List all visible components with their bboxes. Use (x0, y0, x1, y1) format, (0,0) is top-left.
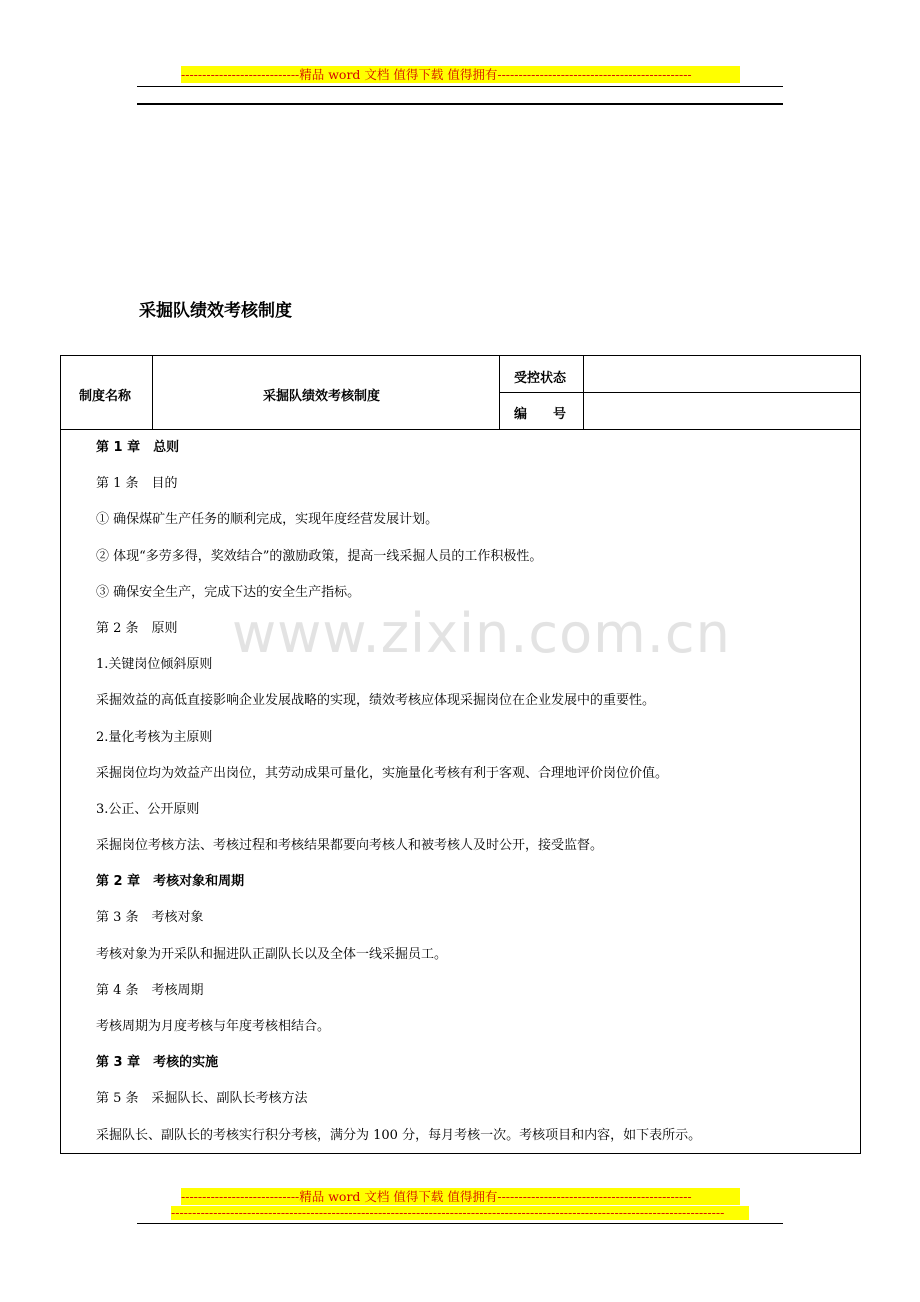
footer-banner: ----------------------------精品 word 文档 值得下载 值得拥有---------------------------------------------- (181, 1188, 740, 1205)
body-line: 2.量化考核为主原则 (96, 729, 213, 745)
chapter-heading: 第 1 章 总则 (96, 440, 180, 455)
body-line: 第 1 条 目的 (96, 476, 178, 492)
body-line: 采掘效益的高低直接影响企业发展战略的实现，绩效考核应体现采掘岗位在企业发展中的重要性。 (96, 693, 656, 709)
document-title: 采掘队绩效考核制度 (139, 301, 292, 321)
footer-rule (137, 1223, 783, 1224)
chapter-heading: 第 3 章 考核的实施 (96, 1055, 219, 1071)
watermark: www.zixin.com.cn (232, 602, 731, 665)
document-number-label: 编 号 (514, 407, 567, 422)
body-line: 采掘岗位均为效益产出岗位，其劳动成果可量化，实施量化考核有利于客观、合理地评价岗位价值。 (96, 765, 669, 781)
name-label-divider (152, 356, 153, 430)
header-rule (137, 86, 783, 87)
body-line: 第 4 条 考核周期 (96, 982, 204, 998)
policy-name-label: 制度名称 (79, 389, 132, 404)
body-line: 1.关键岗位倾斜原则 (96, 657, 213, 673)
body-line: 采掘队长、副队长的考核实行积分考核，满分为 100 分，每月考核一次。考核项目和内容，如下表所示。 (96, 1127, 702, 1143)
body-line: 考核对象为开采队和掘进队正副队长以及全体一线采掘员工。 (96, 946, 448, 962)
body-line: ① 确保煤矿生产任务的顺利完成，实现年度经营发展计划。 (96, 512, 439, 528)
body-line: ③ 确保安全生产，完成下达的安全生产指标。 (96, 584, 361, 600)
body-line: 第 5 条 采掘队长、副队长考核方法 (96, 1091, 308, 1107)
document-body (96, 433, 846, 1157)
control-status-label: 受控状态 (514, 371, 567, 386)
status-row-divider (499, 392, 860, 393)
body-line: 第 2 条 原则 (96, 620, 178, 636)
footer-banner-dashes: ----------------------------------------------------------------------------------------------------------------------------------- (171, 1206, 749, 1220)
body-line: 考核周期为月度考核与年度考核相结合。 (96, 1019, 331, 1034)
body-line: 3.公正、公开原则 (96, 801, 200, 817)
body-line: ② 体现“多劳多得，奖效结合”的激励政策，提高一线采掘人员的工作积极性。 (96, 548, 543, 564)
header-row-bottom-line (61, 429, 860, 430)
policy-name-value: 采掘队绩效考核制度 (263, 389, 381, 404)
header-banner: ----------------------------精品 word 文档 值得下载 值得拥有---------------------------------------------- (181, 66, 740, 83)
header-rule-thick (137, 103, 783, 105)
chapter-heading: 第 2 章 考核对象和周期 (96, 874, 245, 890)
status-label-divider (583, 356, 584, 430)
body-line: 采掘岗位考核方法、考核过程和考核结果都要向考核人和被考核人及时公开，接受监督。 (96, 838, 604, 854)
name-value-divider (499, 356, 500, 430)
body-line: 第 3 条 考核对象 (96, 910, 204, 926)
